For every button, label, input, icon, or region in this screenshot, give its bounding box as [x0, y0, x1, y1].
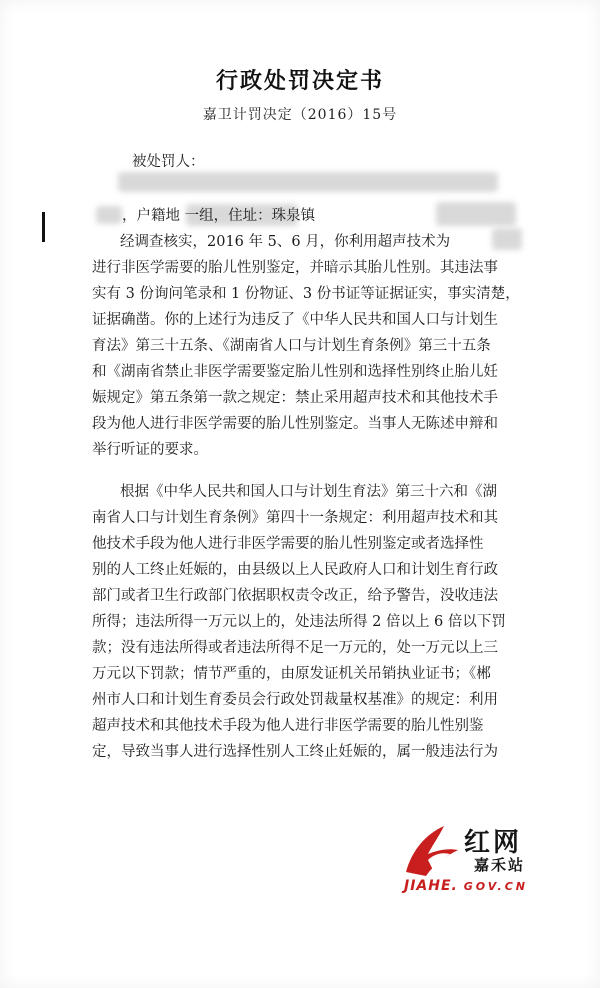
paragraph-line: 州市人口和计划生育委员会行政处罚裁量权基准》的规定：利用 — [92, 692, 498, 708]
redacted-surname — [96, 206, 122, 224]
paragraph-line: 南省人口与计划生育条例》第四十一条规定：利用超声技术和其 — [92, 510, 498, 526]
paragraph-line: 他技术手段为他人进行非医学需要的胎儿性别鉴定或者选择性 — [92, 536, 484, 552]
paragraph-line: 段为他人进行非医学需要的胎儿性别鉴定。当事人无陈述申辩和 — [92, 416, 498, 432]
watermark-subtitle: 嘉禾站 — [474, 856, 526, 874]
watermark-brand: 红网 — [464, 828, 523, 858]
paragraph-line: 根据《中华人民共和国人口与计划生育法》第三十六和《湖 — [120, 484, 497, 500]
paragraph-line: 实有 3 份询问笔录和 1 份物证、3 份书证等证据证实，事实清楚， — [92, 286, 520, 302]
paragraph-line: 娠规定》第五条第一款之规定：禁止采用超声技术和其他技术手 — [92, 390, 498, 406]
paragraph-line: 和《湖南省禁止非医学需要鉴定胎儿性别和选择性别终止胎儿妊 — [92, 364, 498, 380]
paragraph-line: 经调查核实，2016 年 5、6 月，你利用超声技术为 — [120, 234, 451, 250]
paragraph-line: 万元以下罚款；情节严重的，由原发证机关吊销执业证书；《郴 — [92, 666, 491, 682]
site-watermark — [398, 820, 578, 900]
redacted-name — [118, 172, 498, 192]
paragraph-line: 别的人工终止妊娠的，由县级以上人民政府人口和计划生育行政 — [92, 562, 498, 578]
document-number: 嘉卫计罚决定（2016）15号 — [202, 107, 398, 123]
watermark-url-tail: GOV.CN — [463, 880, 528, 893]
watermark-url — [404, 878, 528, 894]
rednet-logo-icon — [398, 820, 464, 880]
recipient-label: 被处罚人： — [132, 154, 205, 170]
paragraph-line: 举行听证的要求。 — [92, 442, 208, 458]
paragraph-line: 部门或者卫生行政部门依据职权责令改正，给予警告，没收违法 — [92, 588, 498, 604]
paragraph-line: 款；没有违法所得或者违法所得不足一万元的，处一万元以上三 — [92, 640, 498, 656]
address-line: ，户籍地 一组，住址：珠泉镇 — [122, 208, 316, 224]
paragraph-line: 所得；违法所得一万元以上的，处违法所得 2 倍以上 6 倍以下罚 — [92, 614, 506, 630]
paragraph-line: 证据确凿。你的上述行为违反了《中华人民共和国人口与计划生 — [92, 312, 498, 328]
paragraph-line: 超声技术和其他技术手段为他人进行非医学需要的胎儿性别鉴 — [92, 718, 484, 734]
margin-mark — [42, 212, 45, 242]
paragraph-line: 定，导致当事人进行选择性别人工终止妊娠的，属一般违法行为 — [92, 744, 498, 760]
paragraph-line: 育法》第三十五条、《湖南省人口与计划生育条例》第三十五条 — [92, 338, 491, 354]
watermark-url-main: JIAHE. — [404, 878, 458, 894]
paragraph-line: 进行非医学需要的胎儿性别鉴定，并暗示其胎儿性别。其违法事 — [92, 260, 498, 276]
document-title: 行政处罚决定书 — [215, 69, 384, 94]
